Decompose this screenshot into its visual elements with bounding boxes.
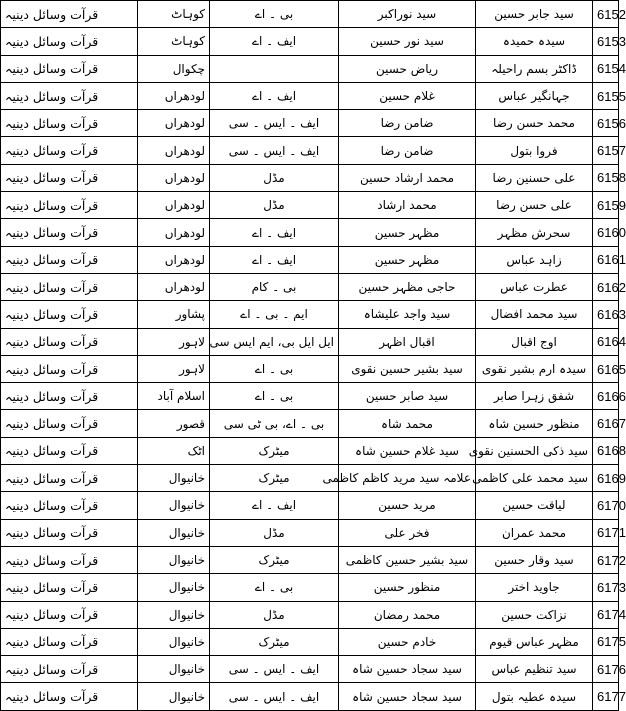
serial-number-cell: 6167 xyxy=(593,410,619,437)
education-cell: ایف ۔ ایس ۔ سی xyxy=(210,137,339,164)
serial-number-cell: 6175 xyxy=(593,628,619,655)
serial-number-cell: 6162 xyxy=(593,273,619,300)
remarks-cell: قرآت وسائل دینیہ xyxy=(1,55,138,82)
education-cell: ایف ۔ ایس ۔ سی xyxy=(210,110,339,137)
name-cell: جہانگیر عباس xyxy=(476,82,593,109)
name-cell: عطرت عباس xyxy=(476,273,593,300)
father-name-cell: محمد شاہ xyxy=(339,410,476,437)
education-cell: بی ۔ اے xyxy=(210,355,339,382)
education-cell: ایف ۔ اے xyxy=(210,28,339,55)
serial-number-cell: 6172 xyxy=(593,546,619,573)
father-name-cell: مظہر حسین xyxy=(339,246,476,273)
father-name-cell: خادم حسین xyxy=(339,628,476,655)
serial-number-cell: 6157 xyxy=(593,137,619,164)
city-cell: خانیوال xyxy=(138,546,210,573)
table-row xyxy=(1,164,619,191)
education-cell: ایف ۔ ایس ۔ سی xyxy=(210,683,339,710)
city-cell: قصور xyxy=(138,410,210,437)
table-row xyxy=(1,656,619,683)
city-cell: پشاور xyxy=(138,301,210,328)
name-cell: مظہر عباس قیوم xyxy=(476,628,593,655)
table-row xyxy=(1,246,619,273)
remarks-cell: قرآت وسائل دینیہ xyxy=(1,492,138,519)
serial-number-cell: 6154 xyxy=(593,55,619,82)
table-row xyxy=(1,192,619,219)
father-name-cell: علامہ سید مرید کاظم کاظمی xyxy=(339,465,476,492)
name-cell: سیدہ ارم بشیر نقوی xyxy=(476,355,593,382)
education-cell: مڈل xyxy=(210,601,339,628)
education-cell: میٹرک xyxy=(210,546,339,573)
city-cell: خانیوال xyxy=(138,492,210,519)
father-name-cell: ریاض حسین xyxy=(339,55,476,82)
table-row xyxy=(1,301,619,328)
father-name-cell: سید غلام حسین شاہ xyxy=(339,437,476,464)
serial-number-cell: 6153 xyxy=(593,28,619,55)
remarks-cell: قرآت وسائل دینیہ xyxy=(1,465,138,492)
father-name-cell: سید بشیر حسین کاظمی xyxy=(339,546,476,573)
table-row xyxy=(1,683,619,710)
serial-number-cell: 6173 xyxy=(593,574,619,601)
education-cell: بی ۔ کام xyxy=(210,273,339,300)
father-name-cell: اقبال اظہر xyxy=(339,328,476,355)
father-name-cell: محمد ارشاد xyxy=(339,192,476,219)
city-cell: اسلام آباد xyxy=(138,383,210,410)
father-name-cell: ضامن رضا xyxy=(339,110,476,137)
education-cell: ایف ۔ اے xyxy=(210,492,339,519)
remarks-cell: قرآت وسائل دینیہ xyxy=(1,192,138,219)
remarks-cell: قرآت وسائل دینیہ xyxy=(1,137,138,164)
city-cell: لاہور xyxy=(138,328,210,355)
serial-number-cell: 6169 xyxy=(593,465,619,492)
name-cell: سید ذکی الحسنین نقوی xyxy=(476,437,593,464)
table-row xyxy=(1,55,619,82)
name-cell: سیدہ حمیدہ xyxy=(476,28,593,55)
name-cell: شفق زہرا صابر xyxy=(476,383,593,410)
father-name-cell: غلام حسین xyxy=(339,82,476,109)
name-cell: سیدہ عطیہ بتول xyxy=(476,683,593,710)
serial-number-cell: 6176 xyxy=(593,656,619,683)
table-row xyxy=(1,546,619,573)
name-cell: علی حسنین رضا xyxy=(476,164,593,191)
education-cell: ایف ۔ اے xyxy=(210,219,339,246)
city-cell: لودھراں xyxy=(138,219,210,246)
remarks-cell: قرآت وسائل دینیہ xyxy=(1,219,138,246)
remarks-cell: قرآت وسائل دینیہ xyxy=(1,355,138,382)
father-name-cell: سید بشیر حسین نقوی xyxy=(339,355,476,382)
city-cell: کوہاٹ xyxy=(138,1,210,28)
serial-number-cell: 6155 xyxy=(593,82,619,109)
father-name-cell: محمد ارشاد حسین xyxy=(339,164,476,191)
education-cell: میٹرک xyxy=(210,465,339,492)
name-cell: نزاکت حسین xyxy=(476,601,593,628)
education-cell: مڈل xyxy=(210,164,339,191)
name-cell: ڈاکٹر بسم راحیلہ xyxy=(476,55,593,82)
remarks-cell: قرآت وسائل دینیہ xyxy=(1,28,138,55)
table-row xyxy=(1,574,619,601)
father-name-cell: سید سجاد حسین شاہ xyxy=(339,683,476,710)
name-cell: زاہد عباس xyxy=(476,246,593,273)
name-cell: جاوید اختر xyxy=(476,574,593,601)
table-row xyxy=(1,601,619,628)
serial-number-cell: 6156 xyxy=(593,110,619,137)
serial-number-cell: 6164 xyxy=(593,328,619,355)
education-cell: بی ۔ اے xyxy=(210,574,339,601)
father-name-cell: حاجی مظہر حسین xyxy=(339,273,476,300)
name-cell: سید تنظیم عباس xyxy=(476,656,593,683)
name-cell: محمد عمران xyxy=(476,519,593,546)
table-row xyxy=(1,355,619,382)
remarks-cell: قرآت وسائل دینیہ xyxy=(1,1,138,28)
remarks-cell: قرآت وسائل دینیہ xyxy=(1,628,138,655)
father-name-cell: فخر علی xyxy=(339,519,476,546)
remarks-cell: قرآت وسائل دینیہ xyxy=(1,519,138,546)
remarks-cell: قرآت وسائل دینیہ xyxy=(1,82,138,109)
table-row xyxy=(1,137,619,164)
serial-number-cell: 6166 xyxy=(593,383,619,410)
city-cell: خانیوال xyxy=(138,465,210,492)
name-cell: منظور حسین شاہ xyxy=(476,410,593,437)
members-table-body xyxy=(1,1,626,711)
father-name-cell: سید نور حسین xyxy=(339,28,476,55)
name-cell: علی حسن رضا xyxy=(476,192,593,219)
remarks-cell: قرآت وسائل دینیہ xyxy=(1,328,138,355)
serial-number-cell: 6159 xyxy=(593,192,619,219)
father-name-cell: منظور حسین xyxy=(339,574,476,601)
remarks-cell: قرآت وسائل دینیہ xyxy=(1,383,138,410)
name-cell: اوج اقبال xyxy=(476,328,593,355)
father-name-cell: محمد رمضان xyxy=(339,601,476,628)
city-cell: چکوال xyxy=(138,55,210,82)
city-cell: خانیوال xyxy=(138,656,210,683)
serial-number-cell: 6168 xyxy=(593,437,619,464)
remarks-cell: قرآت وسائل دینیہ xyxy=(1,110,138,137)
education-cell: ایف ۔ اے xyxy=(210,246,339,273)
education-cell: ایل ایل بی، ایم ایس سی xyxy=(210,328,339,355)
remarks-cell: قرآت وسائل دینیہ xyxy=(1,683,138,710)
serial-number-cell: 6174 xyxy=(593,601,619,628)
education-cell: میٹرک xyxy=(210,628,339,655)
name-cell: سحرش مظہر xyxy=(476,219,593,246)
father-name-cell: سید نوراکبر xyxy=(339,1,476,28)
table-row xyxy=(1,328,619,355)
city-cell: خانیوال xyxy=(138,574,210,601)
city-cell: لاہور xyxy=(138,355,210,382)
education-cell: مڈل xyxy=(210,519,339,546)
city-cell: لودھراں xyxy=(138,82,210,109)
education-cell: ایم ۔ بی ۔ اے xyxy=(210,301,339,328)
education-cell: مڈل xyxy=(210,192,339,219)
table-row xyxy=(1,82,619,109)
remarks-cell: قرآت وسائل دینیہ xyxy=(1,246,138,273)
remarks-cell: قرآت وسائل دینیہ xyxy=(1,546,138,573)
remarks-cell: قرآت وسائل دینیہ xyxy=(1,601,138,628)
father-name-cell: سید سجاد حسین شاہ xyxy=(339,656,476,683)
city-cell: لودھراں xyxy=(138,192,210,219)
father-name-cell: ضامن رضا xyxy=(339,137,476,164)
education-cell xyxy=(210,55,339,82)
serial-number-cell: 6170 xyxy=(593,492,619,519)
education-cell: ایف ۔ ایس ۔ سی xyxy=(210,656,339,683)
table-row xyxy=(1,1,619,28)
table-row xyxy=(1,492,619,519)
city-cell: لودھراں xyxy=(138,246,210,273)
city-cell: اٹک xyxy=(138,437,210,464)
name-cell: سید محمد علی کاظمی xyxy=(476,465,593,492)
serial-number-cell: 6160 xyxy=(593,219,619,246)
table-row xyxy=(1,28,619,55)
education-cell: بی ۔ اے xyxy=(210,1,339,28)
table-row xyxy=(1,383,619,410)
education-cell: بی ۔ اے xyxy=(210,383,339,410)
name-cell: سید محمد افضال xyxy=(476,301,593,328)
father-name-cell: مظہر حسین xyxy=(339,219,476,246)
remarks-cell: قرآت وسائل دینیہ xyxy=(1,656,138,683)
city-cell: کوہاٹ xyxy=(138,28,210,55)
city-cell: لودھراں xyxy=(138,110,210,137)
table-row xyxy=(1,110,619,137)
name-cell: لیاقت حسین xyxy=(476,492,593,519)
city-cell: لودھراں xyxy=(138,137,210,164)
name-cell: محمد حسن رضا xyxy=(476,110,593,137)
table-row xyxy=(1,437,619,464)
serial-number-cell: 6152 xyxy=(593,1,619,28)
education-cell: بی ۔ اے، بی ٹی سی xyxy=(210,410,339,437)
name-cell: فروا بتول xyxy=(476,137,593,164)
city-cell: خانیوال xyxy=(138,628,210,655)
remarks-cell: قرآت وسائل دینیہ xyxy=(1,410,138,437)
serial-number-cell: 6177 xyxy=(593,683,619,710)
father-name-cell: سید واجد علیشاہ xyxy=(339,301,476,328)
city-cell: خانیوال xyxy=(138,683,210,710)
city-cell: خانیوال xyxy=(138,519,210,546)
table-row xyxy=(1,410,619,437)
table-row xyxy=(1,519,619,546)
father-name-cell: سید صابر حسین xyxy=(339,383,476,410)
table-row xyxy=(1,273,619,300)
serial-number-cell: 6163 xyxy=(593,301,619,328)
city-cell: لودھراں xyxy=(138,164,210,191)
education-cell: ایف ۔ اے xyxy=(210,82,339,109)
father-name-cell: مرید حسین xyxy=(339,492,476,519)
serial-number-cell: 6165 xyxy=(593,355,619,382)
city-cell: خانیوال xyxy=(138,601,210,628)
serial-number-cell: 6158 xyxy=(593,164,619,191)
table-row xyxy=(1,219,619,246)
remarks-cell: قرآت وسائل دینیہ xyxy=(1,574,138,601)
remarks-cell: قرآت وسائل دینیہ xyxy=(1,437,138,464)
remarks-cell: قرآت وسائل دینیہ xyxy=(1,301,138,328)
education-cell: میٹرک xyxy=(210,437,339,464)
city-cell: لودھراں xyxy=(138,273,210,300)
serial-number-cell: 6171 xyxy=(593,519,619,546)
remarks-cell: قرآت وسائل دینیہ xyxy=(1,164,138,191)
serial-number-cell: 6161 xyxy=(593,246,619,273)
table-row xyxy=(1,628,619,655)
remarks-cell: قرآت وسائل دینیہ xyxy=(1,273,138,300)
name-cell: سید وقار حسین xyxy=(476,546,593,573)
table-row xyxy=(1,465,619,492)
name-cell: سید جابر حسین xyxy=(476,1,593,28)
